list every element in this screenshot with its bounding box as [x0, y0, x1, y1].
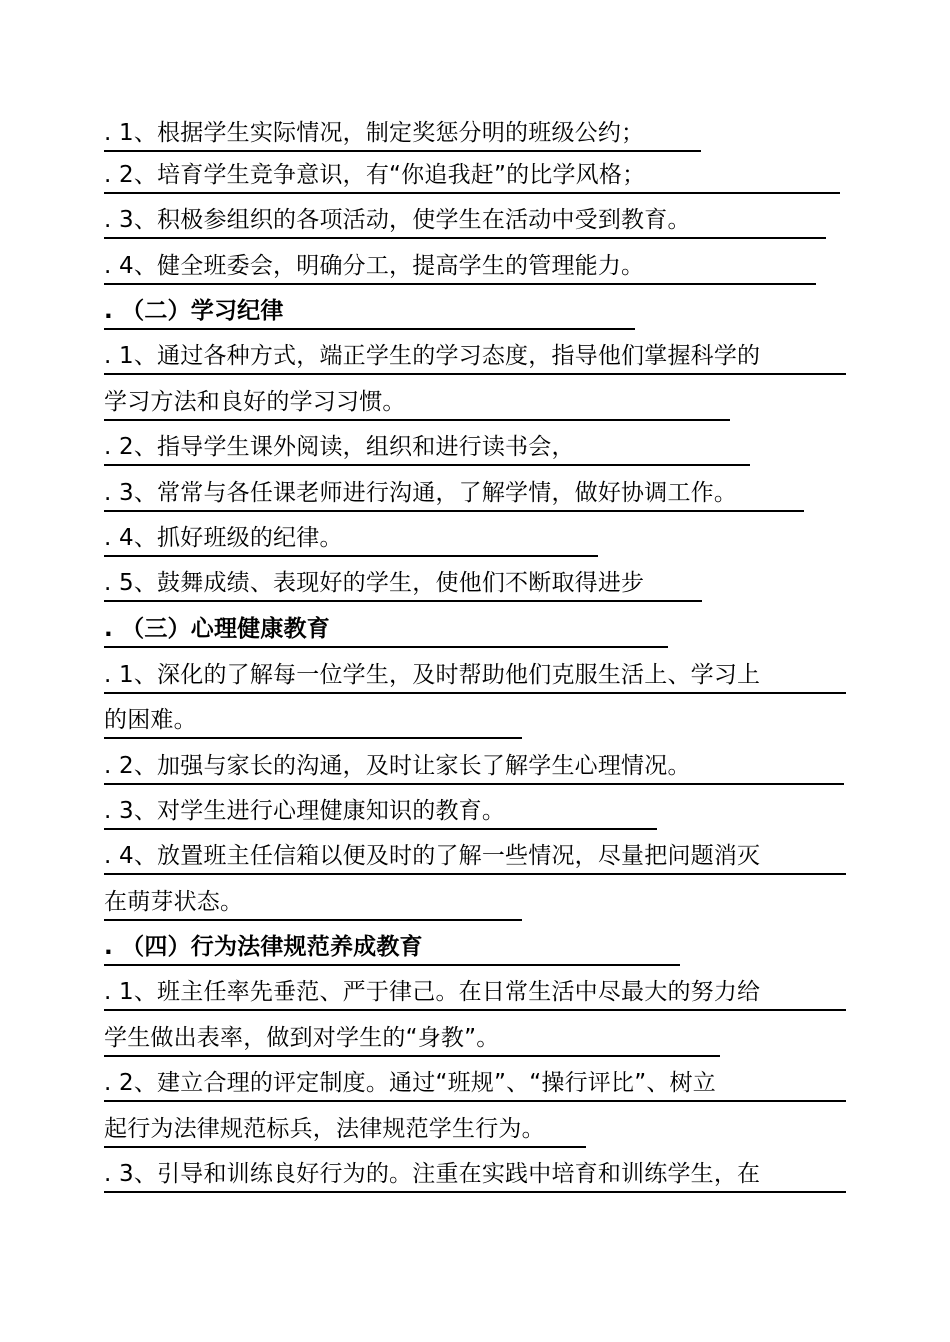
text-line: . 4、健全班委会，明确分工，提高学生的管理能力。 [104, 249, 816, 285]
text-line: 起行为法律规范标兵，法律规范学生行为。 [104, 1112, 586, 1148]
text-line: . 3、引导和训练良好行为的。注重在实践中培育和训练学生，在 [104, 1157, 846, 1193]
text-line: . 1、根据学生实际情况，制定奖惩分明的班级公约； [104, 116, 701, 152]
text-line: . 2、指导学生课外阅读，组织和进行读书会， [104, 430, 750, 466]
text-line: . 2、培育学生竞争意识，有“你追我赶”的比学风格； [104, 158, 840, 194]
text-line: . 4、抓好班级的纪律。 [104, 521, 598, 557]
text-line: 学生做出表率，做到对学生的“身教”。 [104, 1021, 720, 1057]
section-heading: . （三）心理健康教育 [104, 612, 668, 648]
text-line: 在萌芽状态。 [104, 885, 522, 921]
text-line: 学习方法和良好的学习习惯。 [104, 385, 730, 421]
text-line: . 3、对学生进行心理健康知识的教育。 [104, 794, 657, 830]
text-line: . 2、加强与家长的沟通，及时让家长了解学生心理情况。 [104, 749, 844, 785]
text-line: . 2、建立合理的评定制度。通过“班规”、“操行评比”、树立 [104, 1066, 846, 1102]
text-line: 的困难。 [104, 703, 522, 739]
text-line: . 5、鼓舞成绩、表现好的学生，使他们不断取得进步 [104, 566, 702, 602]
text-line: . 1、深化的了解每一位学生，及时帮助他们克服生活上、学习上 [104, 658, 846, 694]
section-heading: . （四）行为法律规范养成教育 [104, 930, 680, 966]
text-line: . 3、积极参组织的各项活动，使学生在活动中受到教育。 [104, 203, 826, 239]
text-line: . 1、班主任率先垂范、严于律己。在日常生活中尽最大的努力给 [104, 975, 846, 1011]
text-line: . 3、常常与各任课老师进行沟通，了解学情，做好协调工作。 [104, 476, 804, 512]
section-heading: . （二）学习纪律 [104, 294, 635, 330]
text-line: . 4、放置班主任信箱以便及时的了解一些情况，尽量把问题消灭 [104, 839, 846, 875]
text-line: . 1、通过各种方式，端正学生的学习态度，指导他们掌握科学的 [104, 339, 846, 375]
